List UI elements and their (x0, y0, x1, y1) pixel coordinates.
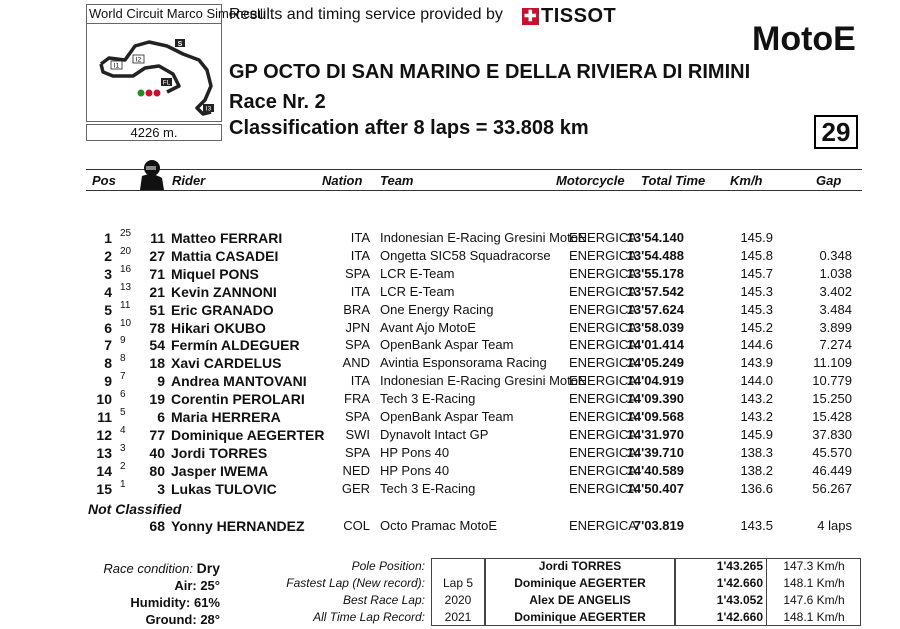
air-value: 25° (200, 578, 220, 593)
grid-position: 6 (120, 389, 126, 401)
speed-kmh: 145.9 (740, 426, 773, 442)
position: 9 (104, 373, 112, 390)
motorcycle: ENERGICA (569, 337, 637, 353)
map-label-fl: FL (162, 79, 171, 87)
rider-name: Maria HERRERA (171, 409, 281, 425)
rider-number: 68 (149, 518, 165, 534)
team-name: Tech 3 E-Racing (380, 391, 476, 407)
position: 5 (104, 301, 112, 318)
record-speed: 148.1 Km/h (783, 610, 845, 624)
team-name: One Energy Racing (380, 301, 494, 317)
event-title: GP OCTO DI SAN MARINO E DELLA RIVIERA DI RIMINI (229, 61, 751, 83)
rider-number: 40 (149, 444, 165, 461)
header-rule-bottom (86, 190, 862, 191)
rider-number: 6 (157, 409, 165, 425)
timing-service-text: Results and timing service provided by (229, 6, 503, 23)
speed-kmh: 145.3 (740, 283, 773, 299)
total-time: 7'03.819 (633, 518, 684, 533)
position: 3 (104, 265, 112, 282)
record-rider: Dominique AEGERTER (514, 610, 646, 624)
record-lap: Lap 5 (442, 576, 474, 590)
rider-number: 78 (149, 319, 165, 336)
rider-name: Jordi TORRES (171, 444, 268, 461)
grid-position: 13 (120, 281, 132, 293)
table-row (0, 391, 900, 409)
gap: 37.830 (812, 426, 852, 442)
record-row (233, 558, 861, 575)
grid-position: 8 (120, 353, 126, 365)
position: 12 (96, 426, 112, 443)
position: 10 (96, 391, 112, 408)
tissot-logo (522, 5, 616, 28)
record-row (233, 575, 861, 592)
rider-name: Jasper IWEMA (171, 462, 269, 479)
grid-position: 11 (120, 299, 131, 311)
gap: 4 laps (817, 518, 852, 533)
nation: SPA (344, 337, 370, 353)
total-time: 13'54.140 (626, 230, 684, 245)
ground-value: 28° (200, 612, 220, 627)
total-time: 14'04.919 (626, 373, 684, 389)
rider-name: Corentin PEROLARI (171, 391, 305, 408)
record-speed: 148.1 Km/h (783, 576, 845, 590)
motorcycle: ENERGICA (569, 355, 637, 371)
table-row (0, 281, 900, 302)
gap: 7.274 (819, 337, 852, 353)
rider-number: 77 (149, 426, 165, 443)
rider-name: Matteo FERRARI (171, 230, 283, 246)
gap: 3.484 (819, 301, 852, 317)
speed-kmh: 145.7 (740, 265, 773, 281)
gap: 1.038 (819, 265, 852, 281)
total-time: 13'55.178 (626, 265, 684, 281)
motorcycle: ENERGICA (569, 373, 637, 389)
col-total-time: Total Time (641, 173, 706, 188)
motorcycle: ENERGICA (569, 301, 637, 317)
table-row (0, 317, 900, 338)
record-speed: 147.3 Km/h (783, 559, 845, 573)
gap: 15.428 (812, 409, 852, 424)
col-motorcycle: Motorcycle (556, 173, 625, 188)
position: 6 (104, 319, 112, 336)
motorcycle: ENERGICA (569, 462, 637, 478)
map-label-i1: I1 (113, 62, 120, 70)
speed-kmh: 145.9 (740, 230, 773, 245)
record-lap: 2020 (444, 593, 472, 607)
nation: BRA (343, 301, 370, 317)
col-pos: Pos (92, 173, 116, 188)
motorcycle: ENERGICA (569, 409, 637, 424)
rider-number: 27 (149, 247, 165, 264)
nation: COL (343, 518, 370, 533)
rider-name: Mattia CASADEI (171, 247, 279, 264)
ground-temp (100, 612, 220, 627)
rider-number: 3 (157, 480, 165, 497)
circuit-length: 4226 m. (86, 124, 222, 141)
team-name: Ongetta SIC58 Squadracorse (380, 247, 551, 263)
rider-name: Eric GRANADO (171, 301, 274, 318)
gap: 56.267 (812, 480, 852, 496)
record-rider: Alex DE ANGELIS (529, 593, 631, 607)
team-name: HP Pons 40 (380, 444, 450, 460)
classification-title: Classification after 8 laps = 33.808 km (229, 117, 589, 139)
nation: FRA (344, 391, 370, 407)
col-kmh: Km/h (730, 173, 763, 188)
table-row (0, 409, 900, 427)
speed-kmh: 144.0 (740, 373, 773, 389)
humidity-label: Humidity: (130, 595, 191, 610)
rider-name: Fermín ALDEGUER (171, 337, 300, 354)
table-row (0, 460, 900, 481)
table-row (0, 478, 900, 499)
nation: ITA (350, 247, 370, 263)
position: 13 (96, 444, 112, 461)
grid-position: 3 (120, 442, 126, 454)
motorcycle: ENERGICA (569, 247, 637, 263)
total-time: 13'57.624 (626, 301, 684, 317)
col-nation: Nation (322, 173, 363, 188)
rider-number: 19 (149, 391, 165, 408)
record-label: All Time Lap Record: (313, 610, 425, 624)
nation: NED (342, 462, 370, 478)
speed-kmh: 145.8 (740, 247, 773, 263)
motorcycle: ENERGICA (569, 230, 637, 245)
grid-position: 2 (120, 460, 126, 472)
gap: 3.402 (819, 283, 852, 299)
swiss-cross-icon: ✚ (523, 8, 538, 25)
motorcycle: ENERGICA (569, 391, 637, 407)
nation: SPA (344, 409, 370, 424)
rider-number: 80 (149, 462, 165, 479)
nation: GER (341, 480, 370, 496)
speed-kmh: 145.3 (740, 301, 773, 317)
table-row (0, 373, 900, 391)
total-time: 14'40.589 (626, 462, 684, 478)
race-condition (100, 560, 220, 576)
record-lap: 2021 (444, 610, 472, 624)
team-name: Indonesian E-Racing Gresini MotoE (380, 373, 587, 389)
rider-name: Dominique AEGERTER (171, 426, 325, 443)
table-row (0, 337, 900, 355)
total-time: 14'01.414 (626, 337, 684, 353)
grid-position: 1 (120, 478, 126, 490)
total-time: 14'39.710 (626, 444, 684, 460)
speed-kmh: 145.2 (740, 319, 773, 335)
speed-kmh: 136.6 (740, 480, 773, 496)
total-time: 14'50.407 (626, 480, 684, 496)
speed-kmh: 143.9 (740, 355, 773, 371)
position: 15 (96, 480, 112, 497)
team-name: Avant Ajo MotoE (380, 319, 476, 335)
rider-name: Miquel PONS (171, 265, 259, 282)
gap: 11.109 (813, 355, 852, 371)
table-row (0, 424, 900, 445)
rider-number: 11 (150, 230, 165, 246)
rider-number: 54 (149, 337, 165, 354)
record-time: 1'43.265 (716, 559, 763, 573)
col-rider: Rider (172, 173, 206, 188)
total-time: 14'09.568 (626, 409, 684, 424)
team-name: OpenBank Aspar Team (380, 409, 514, 424)
nation: JPN (345, 319, 370, 335)
table-row (0, 442, 900, 463)
speed-kmh: 144.6 (740, 337, 773, 353)
gap: 3.899 (819, 319, 852, 335)
rider-helmet-icon (136, 158, 168, 194)
total-time: 14'31.970 (626, 426, 684, 442)
nation: AND (342, 355, 370, 371)
rider-number: 71 (149, 265, 165, 282)
race-condition-label: Race condition: (103, 561, 194, 576)
rider-name: Kevin ZANNONI (171, 283, 277, 300)
rider-number: 18 (149, 355, 165, 372)
table-row (0, 355, 900, 373)
nation: SWI (345, 426, 370, 442)
circuit-name: World Circuit Marco Simoncelli (86, 4, 222, 24)
record-rider: Jordi TORRES (538, 559, 622, 573)
header-rule-top (86, 169, 862, 170)
race-condition-value: Dry (196, 560, 220, 576)
humidity-value: 61% (193, 595, 220, 610)
motorcycle: ENERGICA (569, 518, 637, 533)
record-row (233, 592, 861, 609)
position: 4 (104, 283, 112, 300)
map-label-i2: I2 (135, 56, 142, 64)
not-classified-title: Not Classified (88, 501, 182, 517)
speed-kmh: 143.2 (740, 391, 773, 407)
team-name: OpenBank Aspar Team (380, 337, 514, 353)
nation: ITA (350, 230, 370, 245)
record-speed: 147.6 Km/h (783, 593, 845, 607)
rider-number: 9 (157, 373, 165, 390)
grid-position: 4 (120, 424, 126, 436)
gap: 10.779 (812, 373, 852, 389)
motorcycle: ENERGICA (569, 283, 637, 299)
speed-kmh: 143.2 (740, 409, 773, 424)
motorcycle: ENERGICA (569, 319, 637, 335)
record-label: Pole Position: (351, 559, 425, 573)
position: 11 (97, 409, 112, 425)
circuit-map (86, 24, 222, 122)
table-row (0, 230, 900, 248)
position: 7 (104, 337, 112, 354)
grid-position: 7 (120, 371, 126, 383)
table-row (0, 518, 900, 536)
air-label: Air: (174, 578, 197, 593)
rider-name: Yonny HERNANDEZ (171, 518, 305, 534)
gap: 45.570 (812, 444, 852, 460)
grid-position: 20 (120, 245, 132, 257)
grid-position: 5 (120, 407, 126, 418)
nation: ITA (350, 283, 370, 299)
position: 2 (104, 247, 112, 264)
rider-name: Andrea MANTOVANI (171, 373, 307, 390)
col-team: Team (380, 173, 414, 188)
motorcycle: ENERGICA (569, 480, 637, 496)
team-name: HP Pons 40 (380, 462, 450, 478)
table-row (0, 245, 900, 266)
table-row (0, 263, 900, 284)
motorcycle: ENERGICA (569, 265, 637, 281)
map-label-s: S (177, 41, 183, 48)
total-time: 14'05.249 (626, 355, 684, 371)
humidity (100, 595, 220, 610)
rider-number: 21 (149, 283, 165, 300)
map-label-i3: I3 (205, 105, 212, 113)
gap: 46.449 (812, 462, 852, 478)
nation: SPA (344, 444, 370, 460)
position: 8 (104, 355, 112, 372)
nation: SPA (344, 265, 370, 281)
total-time: 13'57.542 (626, 283, 684, 299)
grid-position: 9 (120, 335, 126, 347)
total-time: 13'54.488 (626, 247, 684, 263)
team-name: Indonesian E-Racing Gresini MotoE (380, 230, 587, 245)
rider-name: Xavi CARDELUS (171, 355, 282, 372)
record-time: 1'43.052 (716, 593, 763, 607)
record-time: 1'42.660 (716, 610, 763, 624)
track-map-icon (87, 24, 221, 120)
tissot-wordmark: TISSOT (541, 5, 617, 27)
team-name: LCR E-Team (380, 265, 455, 281)
series-brand: MotoE (752, 20, 856, 58)
grid-position: 16 (120, 263, 132, 275)
record-label: Best Race Lap: (342, 593, 425, 607)
nation: ITA (350, 373, 370, 389)
rider-name: Hikari OKUBO (171, 319, 266, 336)
team-name: LCR E-Team (380, 283, 455, 299)
ground-label: Ground: (145, 612, 197, 627)
race-number: Race Nr. 2 (229, 91, 326, 113)
gap: 15.250 (812, 391, 852, 407)
total-time: 13'58.039 (626, 319, 684, 335)
col-gap: Gap (816, 173, 842, 188)
speed-kmh: 143.5 (740, 518, 773, 533)
gap: 0.348 (819, 247, 852, 263)
record-rider: Dominique AEGERTER (514, 576, 646, 590)
speed-kmh: 138.2 (740, 462, 773, 478)
team-name: Dynavolt Intact GP (380, 426, 489, 442)
grid-position: 10 (120, 317, 132, 329)
grid-position: 25 (120, 228, 132, 239)
total-time: 14'09.390 (626, 391, 684, 407)
team-name: Tech 3 E-Racing (380, 480, 476, 496)
air-temp (100, 578, 220, 593)
page-number: 29 (814, 115, 858, 149)
motorcycle: ENERGICA (569, 444, 637, 460)
record-row (233, 609, 861, 626)
team-name: Avintia Esponsorama Racing (380, 355, 547, 371)
motorcycle: ENERGICA (569, 426, 637, 442)
record-label: Fastest Lap (New record): (286, 576, 425, 590)
team-name: Octo Pramac MotoE (380, 518, 498, 533)
position: 14 (96, 462, 112, 479)
record-time: 1'42.660 (716, 576, 763, 590)
rider-number: 51 (149, 301, 165, 318)
rider-name: Lukas TULOVIC (171, 480, 277, 497)
position: 1 (104, 230, 112, 246)
speed-kmh: 138.3 (740, 444, 773, 460)
table-row (0, 299, 900, 320)
